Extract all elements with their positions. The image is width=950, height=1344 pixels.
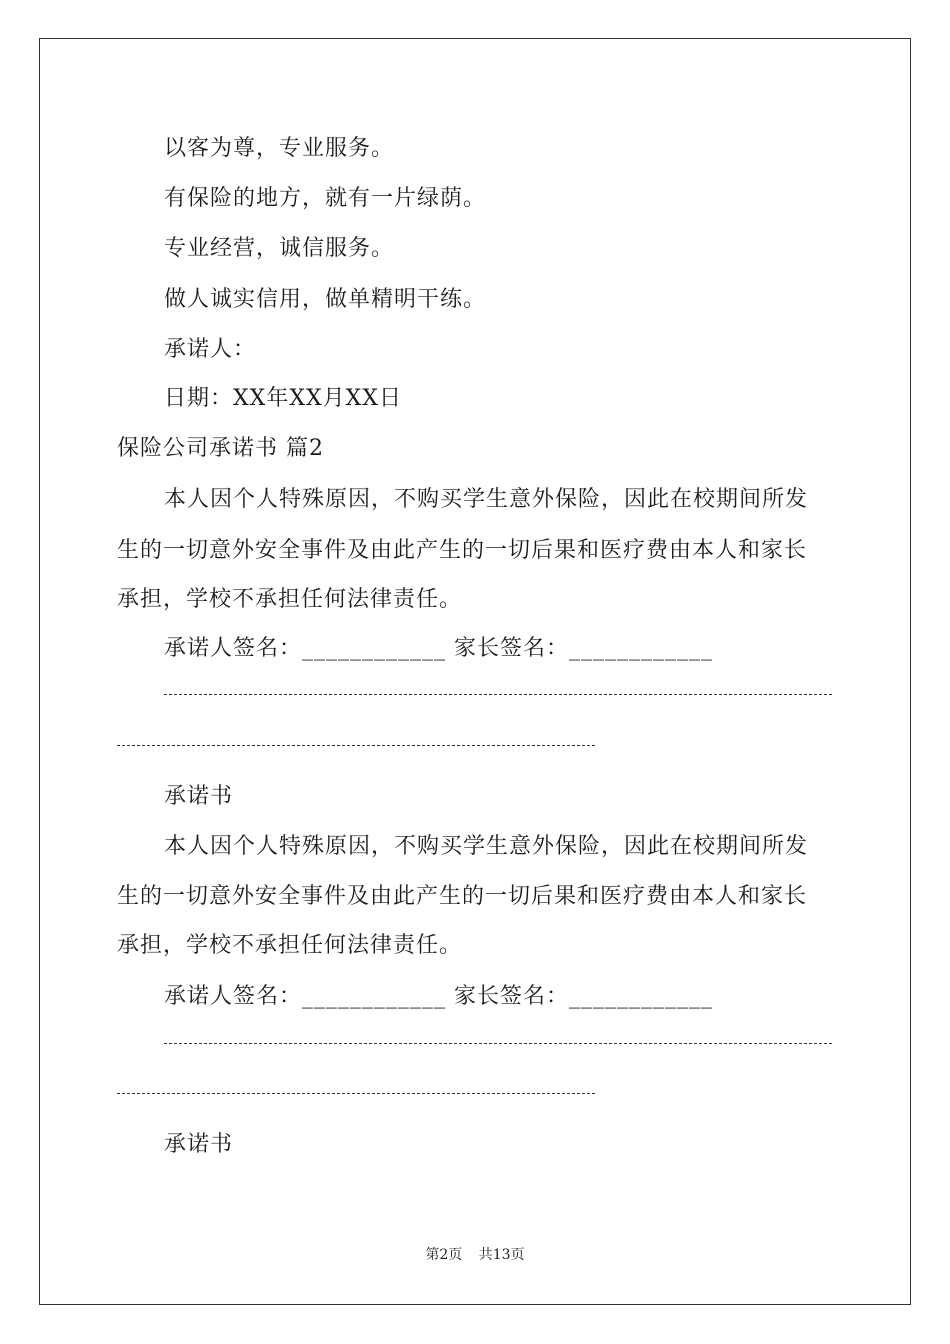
paragraph-1-line-2: 生的一切意外安全事件及由此产生的一切后果和医疗费由本人和家长 (117, 538, 808, 563)
slogan-line-2: 有保险的地方，就有一片绿荫。 (164, 186, 487, 211)
paragraph-2-line-2: 生的一切意外安全事件及由此产生的一切后果和医疗费由本人和家长 (117, 884, 808, 909)
slogan-line-4: 做人诚实信用，做单精明干练。 (164, 287, 487, 312)
dashed-separator (164, 694, 832, 695)
dashed-separator (117, 1093, 595, 1094)
paragraph-2-line-3: 承担，学校不承担任何法律责任。 (117, 933, 463, 958)
dashed-separator (117, 745, 595, 746)
paragraph-1-line-1: 本人因个人特殊原因，不购买学生意外保险，因此在校期间所发 (164, 487, 809, 512)
date-line: 日期：XX年XX月XX日 (164, 386, 402, 411)
dashed-separator (164, 1043, 832, 1044)
page-number: 第2页 (425, 1247, 463, 1263)
signature-line-1: 承诺人签名：____________ 家长签名：____________ (164, 636, 713, 661)
heading-promise-letter: 承诺书 (164, 784, 234, 809)
slogan-line-1: 以客为尊，专业服务。 (164, 136, 395, 161)
paragraph-1-line-3: 承担，学校不承担任何法律责任。 (117, 587, 463, 612)
page-border (39, 38, 911, 1305)
slogan-line-3: 专业经营，诚信服务。 (164, 236, 395, 261)
paragraph-2-line-1: 本人因个人特殊原因，不购买学生意外保险，因此在校期间所发 (164, 834, 809, 859)
section-title: 保险公司承诺书 篇2 (117, 436, 324, 461)
signature-line-2: 承诺人签名：____________ 家长签名：____________ (164, 984, 713, 1009)
page-footer (0, 1246, 950, 1264)
page-total: 共13页 (478, 1247, 525, 1263)
promisor-label: 承诺人： (164, 337, 257, 362)
heading-promise-letter: 承诺书 (164, 1132, 234, 1157)
